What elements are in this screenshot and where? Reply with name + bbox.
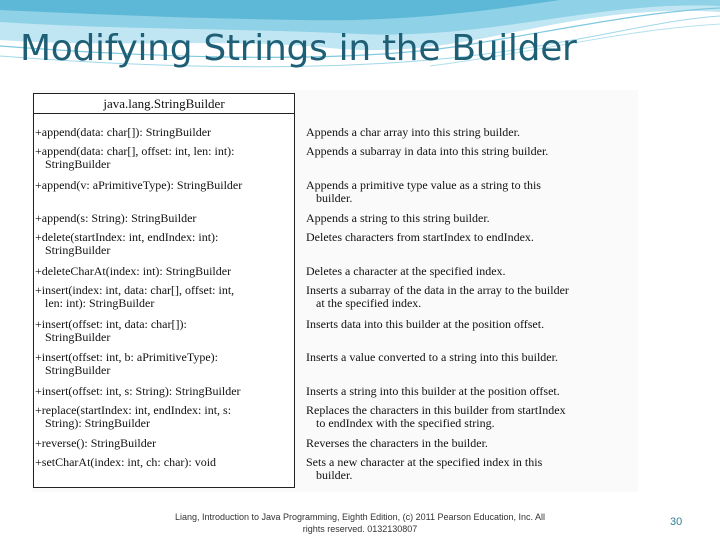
uml-method-signature [35, 212, 196, 225]
method-signature-line: +insert(index: int, data: char[], offset: int, [35, 283, 235, 297]
method-description [306, 318, 544, 331]
method-description [306, 404, 566, 429]
description-line: Inserts a value converted to a string into this builder. [306, 350, 558, 364]
uml-method-signature [35, 456, 216, 469]
method-signature-line: StringBuilder [45, 329, 111, 344]
description-line: at the specified index. [316, 295, 422, 310]
description-line: Reverses the characters in the builder. [306, 436, 488, 450]
method-signature-line: +append(v: aPrimitiveType): StringBuilder [35, 178, 243, 192]
description-line: Deletes a character at the specified index. [306, 264, 506, 278]
method-signature-line: +delete(startIndex: int, endIndex: int): [35, 230, 219, 244]
method-description [306, 385, 560, 398]
description-line: Appends a subarray in data into this string builder. [306, 144, 549, 158]
description-line: Sets a new character at the specified index in this [306, 455, 543, 469]
description-line: Inserts data into this builder at the position offset. [306, 317, 545, 331]
uml-method-signature [35, 318, 187, 343]
method-description [306, 126, 520, 139]
uml-method-signature [35, 351, 218, 376]
uml-method-signature [35, 126, 211, 139]
uml-class-name: java.lang.StringBuilder [34, 94, 294, 114]
method-signature-line: StringBuilder [45, 362, 111, 377]
description-line: Appends a string to this string builder. [306, 211, 490, 225]
description-line: to endIndex with the specified string. [316, 415, 495, 430]
description-line: Appends a char array into this string builder. [306, 125, 520, 139]
method-description [306, 456, 542, 481]
method-description [306, 351, 558, 364]
description-line: Inserts a subarray of the data in the array to the builder [306, 283, 569, 297]
description-line: builder. [316, 190, 353, 205]
method-description [306, 231, 534, 244]
method-description [306, 265, 506, 278]
description-line: Inserts a string into this builder at the position offset. [306, 384, 560, 398]
method-description [306, 284, 569, 309]
method-signature-line: +append(s: String): StringBuilder [35, 211, 197, 225]
description-line: builder. [316, 467, 353, 482]
description-line: Deletes characters from startIndex to endIndex. [306, 230, 534, 244]
description-line: Appends a primitive type value as a string to this [306, 178, 541, 192]
slide-title: Modifying Strings in the Builder [20, 28, 577, 69]
method-description [306, 212, 490, 225]
method-signature-line: +reverse(): StringBuilder [35, 436, 157, 450]
footer-line: Liang, Introduction to Java Programming, Eighth Edition, (c) 2011 Pearson Education, Inc. All [174, 512, 546, 522]
footer-line: rights reserved. 0132130807 [302, 524, 418, 534]
method-signature-line: +insert(offset: int, s: String): StringBuilder [35, 384, 241, 398]
description-line: Replaces the characters in this builder from startIndex [306, 403, 566, 417]
method-signature-line: +insert(offset: int, data: char[]): [35, 317, 187, 331]
uml-method-signature [35, 179, 242, 192]
method-signature-line: +append(data: char[]): StringBuilder [35, 125, 212, 139]
uml-method-signature [35, 265, 231, 278]
method-signature-line: +insert(offset: int, b: aPrimitiveType): [35, 350, 219, 364]
method-description [306, 437, 488, 450]
uml-method-signature [35, 437, 156, 450]
method-signature-line: +append(data: char[], offset: int, len: int): [35, 144, 235, 158]
uml-method-signature [35, 145, 234, 170]
uml-method-signature [35, 385, 241, 398]
method-signature-line: StringBuilder [45, 156, 111, 171]
method-signature-line: +deleteCharAt(index: int): StringBuilder [35, 264, 232, 278]
method-signature-line: StringBuilder [45, 242, 111, 257]
uml-method-signature [35, 231, 218, 256]
method-signature-line: len: int): StringBuilder [45, 295, 155, 310]
uml-method-signature [35, 284, 234, 309]
method-signature-line: +replace(startIndex: int, endIndex: int, s: [35, 403, 232, 417]
page-number: 30 [670, 516, 683, 528]
method-description [306, 145, 548, 158]
method-signature-line: +setCharAt(index: int, ch: char): void [35, 455, 217, 469]
method-description [306, 179, 541, 204]
uml-method-signature [35, 404, 231, 429]
method-signature-line: String): StringBuilder [45, 415, 150, 430]
slide-footer [130, 511, 590, 535]
